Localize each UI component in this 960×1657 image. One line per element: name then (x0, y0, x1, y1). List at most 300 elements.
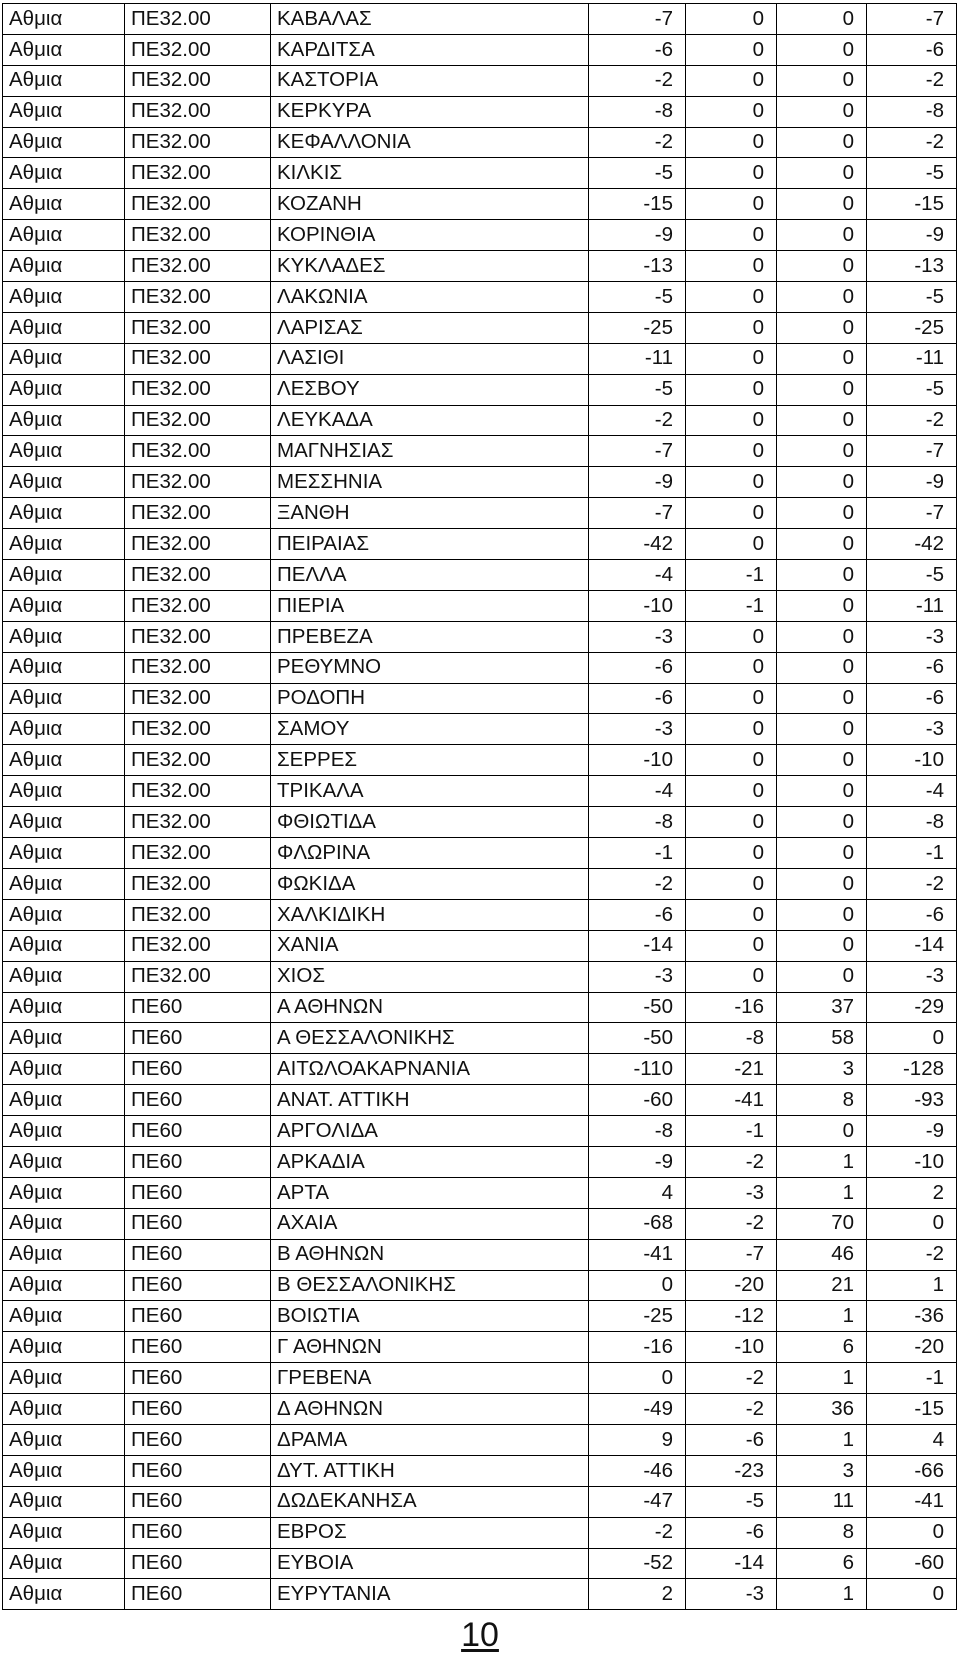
value-1-cell: -15 (589, 189, 686, 220)
region-cell: ΛΑΣΙΘΙ (271, 343, 589, 374)
level-cell: Αθμια (3, 251, 125, 282)
value-3-cell: 37 (777, 992, 867, 1023)
level-cell: Αθμια (3, 1455, 125, 1486)
total-cell: -6 (867, 34, 957, 65)
table-row (3, 251, 957, 282)
specialty-cell: ΠΕ32.00 (125, 374, 271, 405)
value-3-cell: 0 (777, 714, 867, 745)
level-cell: Αθμια (3, 1054, 125, 1085)
value-1-cell: -6 (589, 683, 686, 714)
specialty-cell: ΠΕ60 (125, 1116, 271, 1147)
region-cell: Β ΘΕΣΣΑΛΟΝΙΚΗΣ (271, 1270, 589, 1301)
value-3-cell: 0 (777, 343, 867, 374)
total-cell: -2 (867, 127, 957, 158)
level-cell: Αθμια (3, 899, 125, 930)
level-cell: Αθμια (3, 1146, 125, 1177)
value-2-cell: -1 (686, 560, 777, 591)
region-cell: ΚΑΒΑΛΑΣ (271, 4, 589, 35)
specialty-cell: ΠΕ60 (125, 1548, 271, 1579)
value-2-cell: 0 (686, 343, 777, 374)
region-cell: ΛΑΚΩΝΙΑ (271, 282, 589, 313)
value-2-cell: 0 (686, 65, 777, 96)
level-cell: Αθμια (3, 65, 125, 96)
table-row (3, 436, 957, 467)
value-3-cell: 3 (777, 1054, 867, 1085)
level-cell: Αθμια (3, 590, 125, 621)
specialty-cell: ΠΕ32.00 (125, 4, 271, 35)
level-cell: Αθμια (3, 220, 125, 251)
value-1-cell: -8 (589, 1116, 686, 1147)
value-3-cell: 0 (777, 621, 867, 652)
value-3-cell: 0 (777, 930, 867, 961)
level-cell: Αθμια (3, 1023, 125, 1054)
total-cell: -14 (867, 930, 957, 961)
table-row (3, 1270, 957, 1301)
level-cell: Αθμια (3, 652, 125, 683)
value-1-cell: -25 (589, 312, 686, 343)
specialty-cell: ΠΕ60 (125, 1486, 271, 1517)
region-cell: ΚΥΚΛΑΔΕΣ (271, 251, 589, 282)
region-cell: ΧΙΟΣ (271, 961, 589, 992)
level-cell: Αθμια (3, 436, 125, 467)
specialty-cell: ΠΕ60 (125, 1363, 271, 1394)
specialty-cell: ΠΕ32.00 (125, 405, 271, 436)
total-cell: -3 (867, 621, 957, 652)
level-cell: Αθμια (3, 158, 125, 189)
value-2-cell: 0 (686, 807, 777, 838)
level-cell: Αθμια (3, 189, 125, 220)
value-3-cell: 0 (777, 560, 867, 591)
value-2-cell: -10 (686, 1332, 777, 1363)
value-1-cell: -42 (589, 529, 686, 560)
value-2-cell: 0 (686, 96, 777, 127)
specialty-cell: ΠΕ32.00 (125, 560, 271, 591)
value-2-cell: 0 (686, 961, 777, 992)
table-row (3, 899, 957, 930)
total-cell: 0 (867, 1517, 957, 1548)
total-cell: -25 (867, 312, 957, 343)
value-2-cell: 0 (686, 436, 777, 467)
table-row (3, 1177, 957, 1208)
table-row (3, 65, 957, 96)
value-3-cell: 0 (777, 34, 867, 65)
value-1-cell: -25 (589, 1301, 686, 1332)
region-cell: ΔΥΤ. ΑΤΤΙΚΗ (271, 1455, 589, 1486)
table-row (3, 1023, 957, 1054)
specialty-cell: ΠΕ32.00 (125, 312, 271, 343)
table-row (3, 807, 957, 838)
table-row (3, 405, 957, 436)
total-cell: -9 (867, 1116, 957, 1147)
value-1-cell: -7 (589, 436, 686, 467)
specialty-cell: ΠΕ60 (125, 992, 271, 1023)
region-cell: ΚΑΡΔΙΤΣΑ (271, 34, 589, 65)
value-2-cell: -14 (686, 1548, 777, 1579)
total-cell: -10 (867, 745, 957, 776)
specialty-cell: ΠΕ32.00 (125, 34, 271, 65)
value-2-cell: -2 (686, 1394, 777, 1425)
value-3-cell: 0 (777, 529, 867, 560)
value-3-cell: 0 (777, 683, 867, 714)
value-2-cell: -21 (686, 1054, 777, 1085)
value-1-cell: -9 (589, 467, 686, 498)
level-cell: Αθμια (3, 1394, 125, 1425)
value-2-cell: -8 (686, 1023, 777, 1054)
value-3-cell: 1 (777, 1177, 867, 1208)
specialty-cell: ΠΕ32.00 (125, 65, 271, 96)
table-row (3, 282, 957, 313)
specialty-cell: ΠΕ32.00 (125, 776, 271, 807)
table-row (3, 1363, 957, 1394)
value-1-cell: -47 (589, 1486, 686, 1517)
specialty-cell: ΠΕ32.00 (125, 807, 271, 838)
value-2-cell: -1 (686, 1116, 777, 1147)
value-2-cell: 0 (686, 374, 777, 405)
level-cell: Αθμια (3, 1517, 125, 1548)
region-cell: ΣΑΜΟΥ (271, 714, 589, 745)
value-1-cell: -3 (589, 621, 686, 652)
specialty-cell: ΠΕ32.00 (125, 282, 271, 313)
value-3-cell: 0 (777, 436, 867, 467)
value-3-cell: 70 (777, 1208, 867, 1239)
region-cell: ΛΕΥΚΑΔΑ (271, 405, 589, 436)
total-cell: -2 (867, 1239, 957, 1270)
value-1-cell: -10 (589, 745, 686, 776)
total-cell: 0 (867, 1023, 957, 1054)
total-cell: -1 (867, 838, 957, 869)
specialty-cell: ΠΕ60 (125, 1332, 271, 1363)
region-cell: ΑΝΑΤ. ΑΤΤΙΚΗ (271, 1085, 589, 1116)
value-2-cell: -2 (686, 1146, 777, 1177)
value-3-cell: 0 (777, 158, 867, 189)
table-row (3, 1517, 957, 1548)
value-3-cell: 0 (777, 251, 867, 282)
level-cell: Αθμια (3, 1116, 125, 1147)
value-2-cell: 0 (686, 251, 777, 282)
specialty-cell: ΠΕ32.00 (125, 683, 271, 714)
specialty-cell: ΠΕ32.00 (125, 529, 271, 560)
total-cell: -128 (867, 1054, 957, 1085)
value-3-cell: 0 (777, 498, 867, 529)
level-cell: Αθμια (3, 127, 125, 158)
value-3-cell: 6 (777, 1332, 867, 1363)
region-cell: ΚΕΦΑΛΛΟΝΙΑ (271, 127, 589, 158)
value-2-cell: 0 (686, 405, 777, 436)
value-2-cell: 0 (686, 714, 777, 745)
total-cell: -2 (867, 868, 957, 899)
value-1-cell: -2 (589, 405, 686, 436)
value-1-cell: 9 (589, 1424, 686, 1455)
region-cell: ΕΥΒΟΙΑ (271, 1548, 589, 1579)
value-2-cell: -3 (686, 1177, 777, 1208)
level-cell: Αθμια (3, 282, 125, 313)
value-2-cell: 0 (686, 899, 777, 930)
region-cell: ΒΟΙΩΤΙΑ (271, 1301, 589, 1332)
value-2-cell: -12 (686, 1301, 777, 1332)
value-1-cell: -50 (589, 992, 686, 1023)
level-cell: Αθμια (3, 807, 125, 838)
total-cell: -6 (867, 899, 957, 930)
table-row (3, 498, 957, 529)
specialty-cell: ΠΕ32.00 (125, 127, 271, 158)
value-2-cell: 0 (686, 745, 777, 776)
value-2-cell: -6 (686, 1517, 777, 1548)
level-cell: Αθμια (3, 1085, 125, 1116)
table-row (3, 1579, 957, 1610)
total-cell: -7 (867, 498, 957, 529)
total-cell: -1 (867, 1363, 957, 1394)
total-cell: -5 (867, 374, 957, 405)
total-cell: -2 (867, 405, 957, 436)
value-3-cell: 1 (777, 1424, 867, 1455)
table-row (3, 683, 957, 714)
page-number: 10 (461, 1616, 499, 1654)
level-cell: Αθμια (3, 868, 125, 899)
region-cell: ΠΙΕΡΙΑ (271, 590, 589, 621)
level-cell: Αθμια (3, 1486, 125, 1517)
table-row (3, 4, 957, 35)
level-cell: Αθμια (3, 1424, 125, 1455)
table-row (3, 1085, 957, 1116)
table-row (3, 868, 957, 899)
value-2-cell: -7 (686, 1239, 777, 1270)
value-2-cell: -6 (686, 1424, 777, 1455)
value-1-cell: -7 (589, 4, 686, 35)
value-3-cell: 0 (777, 868, 867, 899)
value-2-cell: 0 (686, 127, 777, 158)
value-1-cell: -3 (589, 961, 686, 992)
value-2-cell: 0 (686, 282, 777, 313)
value-3-cell: 0 (777, 374, 867, 405)
table-body (3, 4, 957, 1610)
specialty-cell: ΠΕ60 (125, 1394, 271, 1425)
level-cell: Αθμια (3, 1579, 125, 1610)
total-cell: -13 (867, 251, 957, 282)
level-cell: Αθμια (3, 621, 125, 652)
level-cell: Αθμια (3, 776, 125, 807)
total-cell: -5 (867, 158, 957, 189)
specialty-cell: ΠΕ60 (125, 1208, 271, 1239)
table-row (3, 374, 957, 405)
value-2-cell: 0 (686, 158, 777, 189)
level-cell: Αθμια (3, 1548, 125, 1579)
table-row (3, 838, 957, 869)
value-3-cell: 0 (777, 776, 867, 807)
total-cell: -10 (867, 1146, 957, 1177)
value-1-cell: -5 (589, 282, 686, 313)
value-1-cell: -2 (589, 868, 686, 899)
table-row (3, 1424, 957, 1455)
value-1-cell: -5 (589, 158, 686, 189)
value-2-cell: 0 (686, 652, 777, 683)
value-3-cell: 0 (777, 312, 867, 343)
value-2-cell: -2 (686, 1208, 777, 1239)
region-cell: Δ ΑΘΗΝΩΝ (271, 1394, 589, 1425)
total-cell: -93 (867, 1085, 957, 1116)
value-3-cell: 36 (777, 1394, 867, 1425)
region-cell: ΑΡΓΟΛΙΔΑ (271, 1116, 589, 1147)
level-cell: Αθμια (3, 498, 125, 529)
total-cell: -11 (867, 590, 957, 621)
region-cell: Α ΑΘΗΝΩΝ (271, 992, 589, 1023)
region-cell: ΓΡΕΒΕΝΑ (271, 1363, 589, 1394)
level-cell: Αθμια (3, 961, 125, 992)
table-row (3, 312, 957, 343)
value-1-cell: -8 (589, 807, 686, 838)
region-cell: ΛΑΡΙΣΑΣ (271, 312, 589, 343)
level-cell: Αθμια (3, 560, 125, 591)
specialty-cell: ΠΕ32.00 (125, 590, 271, 621)
region-cell: ΦΛΩΡΙΝΑ (271, 838, 589, 869)
value-1-cell: -9 (589, 220, 686, 251)
total-cell: -4 (867, 776, 957, 807)
total-cell: -7 (867, 4, 957, 35)
value-1-cell: -2 (589, 65, 686, 96)
value-1-cell: 4 (589, 1177, 686, 1208)
level-cell: Αθμια (3, 405, 125, 436)
specialty-cell: ΠΕ60 (125, 1085, 271, 1116)
value-2-cell: 0 (686, 838, 777, 869)
value-3-cell: 6 (777, 1548, 867, 1579)
value-3-cell: 0 (777, 467, 867, 498)
value-1-cell: -7 (589, 498, 686, 529)
level-cell: Αθμια (3, 529, 125, 560)
value-1-cell: -49 (589, 1394, 686, 1425)
table-row (3, 189, 957, 220)
region-cell: ΧΑΛΚΙΔΙΚΗ (271, 899, 589, 930)
table-row (3, 1208, 957, 1239)
specialty-cell: ΠΕ60 (125, 1301, 271, 1332)
region-cell: ΚΟΡΙΝΘΙΑ (271, 220, 589, 251)
value-3-cell: 0 (777, 961, 867, 992)
level-cell: Αθμια (3, 374, 125, 405)
value-1-cell: -14 (589, 930, 686, 961)
region-cell: ΚΙΛΚΙΣ (271, 158, 589, 189)
total-cell: -36 (867, 1301, 957, 1332)
table-row (3, 1116, 957, 1147)
value-2-cell: 0 (686, 312, 777, 343)
level-cell: Αθμια (3, 96, 125, 127)
value-3-cell: 0 (777, 127, 867, 158)
table-row (3, 158, 957, 189)
total-cell: 0 (867, 1579, 957, 1610)
total-cell: -15 (867, 189, 957, 220)
total-cell: -5 (867, 560, 957, 591)
specialty-cell: ΠΕ60 (125, 1455, 271, 1486)
total-cell: -5 (867, 282, 957, 313)
total-cell: -6 (867, 683, 957, 714)
value-3-cell: 0 (777, 1116, 867, 1147)
value-1-cell: -5 (589, 374, 686, 405)
value-1-cell: -6 (589, 899, 686, 930)
total-cell: -42 (867, 529, 957, 560)
total-cell: 2 (867, 1177, 957, 1208)
value-3-cell: 0 (777, 189, 867, 220)
total-cell: 4 (867, 1424, 957, 1455)
region-cell: ΑΧΑΙΑ (271, 1208, 589, 1239)
value-1-cell: -2 (589, 1517, 686, 1548)
table-row (3, 127, 957, 158)
value-1-cell: -46 (589, 1455, 686, 1486)
value-1-cell: -9 (589, 1146, 686, 1177)
level-cell: Αθμια (3, 1239, 125, 1270)
region-cell: ΕΒΡΟΣ (271, 1517, 589, 1548)
level-cell: Αθμια (3, 683, 125, 714)
value-3-cell: 0 (777, 220, 867, 251)
table-row (3, 621, 957, 652)
value-1-cell: 0 (589, 1363, 686, 1394)
region-cell: ΠΕΙΡΑΙΑΣ (271, 529, 589, 560)
total-cell: -2 (867, 65, 957, 96)
region-cell: ΑΡΚΑΔΙΑ (271, 1146, 589, 1177)
region-cell: ΦΩΚΙΔΑ (271, 868, 589, 899)
level-cell: Αθμια (3, 34, 125, 65)
total-cell: -6 (867, 652, 957, 683)
region-cell: ΛΕΣΒΟΥ (271, 374, 589, 405)
level-cell: Αθμια (3, 714, 125, 745)
value-3-cell: 0 (777, 807, 867, 838)
value-3-cell: 46 (777, 1239, 867, 1270)
value-3-cell: 58 (777, 1023, 867, 1054)
value-3-cell: 3 (777, 1455, 867, 1486)
value-2-cell: -23 (686, 1455, 777, 1486)
region-cell: ΔΡΑΜΑ (271, 1424, 589, 1455)
value-2-cell: 0 (686, 776, 777, 807)
specialty-cell: ΠΕ32.00 (125, 220, 271, 251)
value-2-cell: 0 (686, 34, 777, 65)
region-cell: ΠΕΛΛΑ (271, 560, 589, 591)
value-1-cell: -6 (589, 34, 686, 65)
table-row (3, 220, 957, 251)
specialty-cell: ΠΕ32.00 (125, 899, 271, 930)
specialty-cell: ΠΕ32.00 (125, 343, 271, 374)
table-row (3, 776, 957, 807)
region-cell: ΤΡΙΚΑΛΑ (271, 776, 589, 807)
region-cell: ΜΕΣΣΗΝΙΑ (271, 467, 589, 498)
value-3-cell: 21 (777, 1270, 867, 1301)
total-cell: -66 (867, 1455, 957, 1486)
specialty-cell: ΠΕ32.00 (125, 251, 271, 282)
total-cell: -41 (867, 1486, 957, 1517)
value-2-cell: 0 (686, 529, 777, 560)
specialty-cell: ΠΕ32.00 (125, 189, 271, 220)
region-cell: Γ ΑΘΗΝΩΝ (271, 1332, 589, 1363)
specialty-cell: ΠΕ60 (125, 1517, 271, 1548)
table-row (3, 714, 957, 745)
level-cell: Αθμια (3, 930, 125, 961)
value-1-cell: -16 (589, 1332, 686, 1363)
value-1-cell: -4 (589, 560, 686, 591)
level-cell: Αθμια (3, 467, 125, 498)
specialty-cell: ΠΕ60 (125, 1054, 271, 1085)
specialty-cell: ΠΕ60 (125, 1023, 271, 1054)
table-row (3, 96, 957, 127)
value-3-cell: 0 (777, 282, 867, 313)
table-row (3, 1486, 957, 1517)
value-3-cell: 0 (777, 96, 867, 127)
value-2-cell: 0 (686, 683, 777, 714)
value-3-cell: 8 (777, 1517, 867, 1548)
table-row (3, 1146, 957, 1177)
value-1-cell: -8 (589, 96, 686, 127)
specialty-cell: ΠΕ32.00 (125, 961, 271, 992)
total-cell: 1 (867, 1270, 957, 1301)
level-cell: Αθμια (3, 4, 125, 35)
value-3-cell: 0 (777, 652, 867, 683)
region-cell: ΧΑΝΙΑ (271, 930, 589, 961)
level-cell: Αθμια (3, 992, 125, 1023)
level-cell: Αθμια (3, 312, 125, 343)
